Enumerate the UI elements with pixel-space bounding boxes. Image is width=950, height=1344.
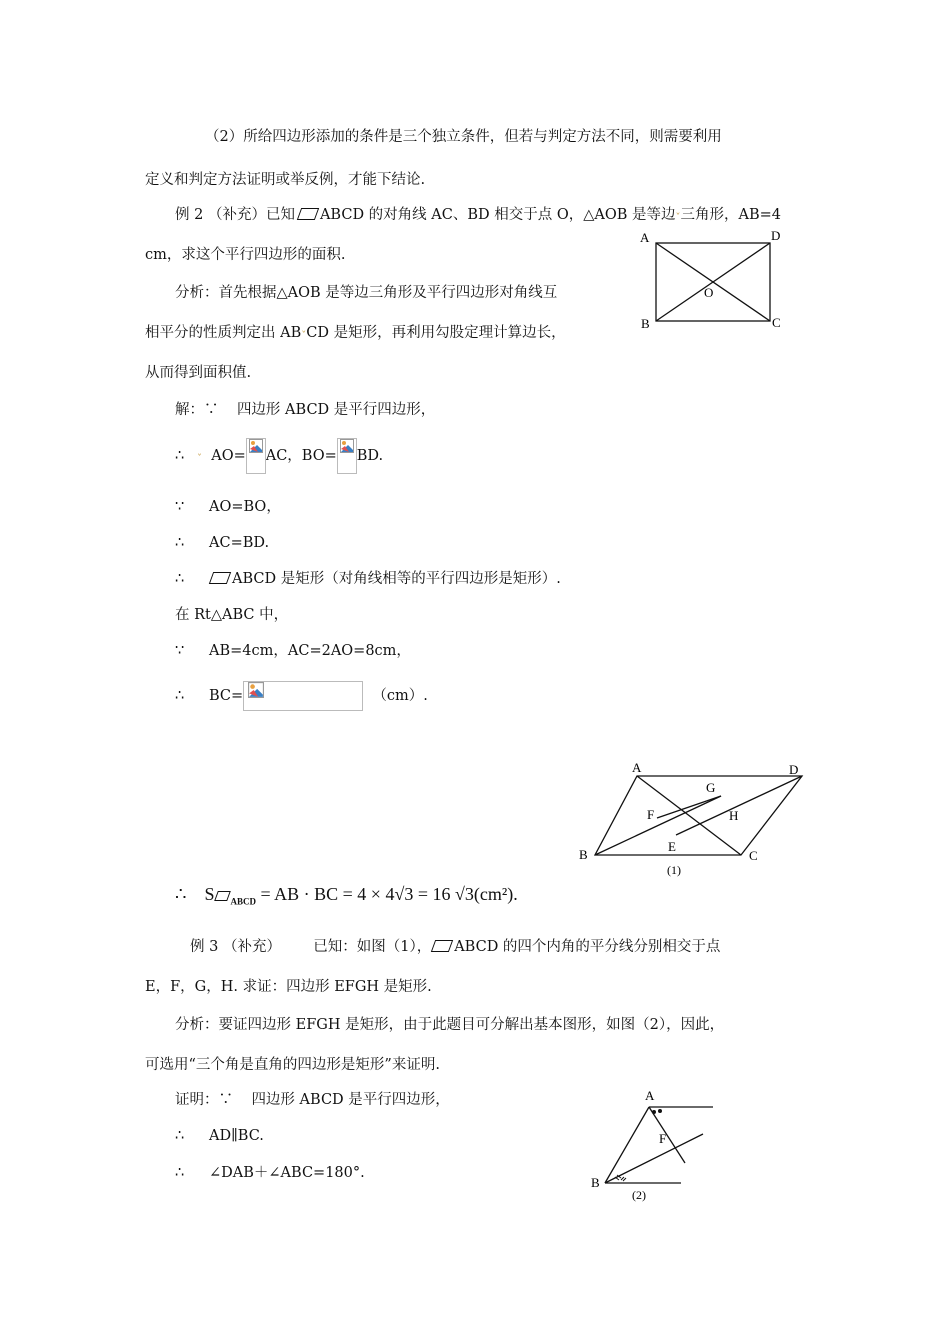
- solution-line4: [175, 533, 269, 553]
- therefore-symbol: ∴: [175, 1165, 185, 1181]
- ac-bo-eq: AC，BO=: [265, 448, 337, 464]
- fraction-image-placeholder: [246, 438, 266, 474]
- analysis-line2-start: 相平分的性质判定出 AB: [145, 325, 302, 341]
- proof-line3: [175, 1163, 365, 1183]
- area-expression: = AB · BC = 4 × 4√3 = 16 √3(cm²).: [260, 884, 518, 904]
- example2-title: 例 2 （补充）已知: [175, 207, 295, 223]
- example3-given-end: ABCD 的四个内角的平分线分别相交于点: [454, 939, 721, 955]
- parallelogram-symbol-icon: [297, 208, 319, 220]
- bd-end: BD.: [356, 448, 384, 464]
- because-symbol: ∵: [175, 643, 185, 659]
- therefore-symbol: ∴: [175, 535, 185, 551]
- vertex-a-label: A: [632, 760, 642, 775]
- parallelogram-symbol-icon: [431, 940, 453, 952]
- unit-cm: （cm）.: [372, 688, 428, 704]
- solution-text: 四边形 ABCD 是平行四边形，: [236, 402, 436, 418]
- therefore-symbol: ∴: [175, 1128, 185, 1144]
- proof-step2: AD∥BC.: [209, 1128, 264, 1144]
- therefore-symbol: ∴: [175, 448, 185, 464]
- analysis-line1: 分析：首先根据△AOB 是等边三角形及平行四边形对角线互: [175, 285, 558, 301]
- vertex-c-label: C: [772, 315, 781, 330]
- vertex-a-label: A: [640, 230, 650, 245]
- paragraph-2-line2: 定义和判定方法证明或举反例，才能下结论.: [145, 172, 426, 188]
- bc-eq: BC=: [209, 688, 244, 704]
- solution-step7: AB=4cm，AC=2AO=8cm，: [209, 643, 411, 659]
- solution-line6: 在 Rt△ABC 中，: [175, 607, 289, 623]
- point-a-label: A: [645, 1088, 655, 1103]
- paragraph-2-line1: （2）所给四边形添加的条件是三个独立条件，但若与判定方法不同，则需要利用: [205, 129, 722, 145]
- example3-analysis2: 可选用“三个角是直角的四边形是矩形”来证明.: [145, 1057, 440, 1073]
- example3-line1: [190, 937, 720, 957]
- broken-image-icon: [340, 439, 354, 453]
- point-g-label: G: [706, 780, 716, 795]
- example2-given-end: 三角形，AB=4: [680, 207, 782, 223]
- solution-line1: [175, 400, 435, 420]
- area-subscript: ABCD: [230, 896, 256, 907]
- vertex-d-label: D: [771, 228, 781, 243]
- proof-step1: 四边形 ABCD 是平行四边形，: [251, 1092, 450, 1108]
- vertex-b-label: B: [641, 316, 650, 331]
- example3-title: 例 3 （补充）: [190, 939, 281, 955]
- analysis-line3: 从而得到面积值.: [145, 365, 252, 381]
- therefore-symbol: ∴: [175, 688, 185, 704]
- vertex-d-label: D: [789, 762, 799, 777]
- example3-given-start: 已知：如图（1），: [313, 939, 432, 955]
- point-f-label: F: [659, 1131, 667, 1146]
- example3-line2: E，F，G，H. 求证：四边形 EFGH 是矩形.: [145, 979, 432, 995]
- area-symbol: S: [204, 884, 215, 904]
- example2-line1: [175, 205, 781, 229]
- solution-line8: [175, 680, 428, 712]
- because-symbol: ∵: [175, 499, 185, 515]
- center-o-label: O: [704, 285, 714, 300]
- solution-step4: AC=BD.: [209, 535, 270, 551]
- point-b-label: B: [591, 1175, 600, 1190]
- parallelogram-figure-1: [575, 758, 815, 880]
- point-f-label: F: [647, 807, 655, 822]
- therefore-symbol: ∴: [175, 571, 185, 587]
- solution-line3: [175, 497, 281, 517]
- point-h-label: H: [729, 808, 739, 823]
- solution-line5: [175, 569, 561, 589]
- example3-analysis1: 分析：要证四边形 EFGH 是矩形，由于此题目可分解出基本图形，如图（2），因此，: [175, 1017, 725, 1033]
- broken-image-icon: [249, 439, 263, 453]
- ao-eq: AO=: [211, 448, 246, 464]
- solution-label: 解：∵: [175, 402, 219, 418]
- therefore-symbol: ∴: [175, 884, 187, 904]
- analysis-line2-end: CD 是矩形，再利用勾股定理计算边长，: [306, 325, 566, 341]
- point-e-label: E: [668, 839, 676, 854]
- area-formula: [175, 884, 518, 907]
- fraction-image-placeholder: [337, 438, 357, 474]
- anchor-mark-icon: ˇ: [301, 331, 307, 342]
- vertex-b-label: B: [579, 847, 588, 862]
- example2-given: ABCD 的对角线 AC、BD 相交于点 O，△AOB 是等边: [319, 207, 676, 223]
- vertex-c-label: C: [749, 848, 758, 863]
- anchor-mark-icon: ˇ: [197, 454, 202, 465]
- rectangle-figure: [636, 228, 786, 338]
- broken-image-icon: [248, 682, 264, 698]
- proof-label: 证明：∵: [175, 1092, 233, 1108]
- solution-line2: [175, 438, 383, 478]
- proof-step3: ∠DAB＋∠ABC=180°.: [209, 1165, 365, 1181]
- figure-1-caption: (1): [667, 863, 681, 877]
- proof-line2: [175, 1126, 264, 1146]
- parallelogram-symbol-icon: [209, 572, 231, 584]
- solution-line7: [175, 641, 411, 661]
- sqrt-image-placeholder: [243, 681, 363, 711]
- analysis-line2: [145, 323, 566, 347]
- anchor-mark-icon: ˇ: [675, 213, 681, 224]
- solution-step5: ABCD 是矩形（对角线相等的平行四边形是矩形）.: [232, 571, 561, 587]
- angle-bisector-figure-2: [585, 1085, 725, 1205]
- figure-2-caption: (2): [632, 1188, 646, 1202]
- parallelogram-symbol-icon: [215, 891, 232, 901]
- proof-line1: [175, 1090, 450, 1110]
- solution-step3: AO=BO，: [209, 499, 281, 515]
- example2-line2: cm，求这个平行四边形的面积.: [145, 247, 346, 263]
